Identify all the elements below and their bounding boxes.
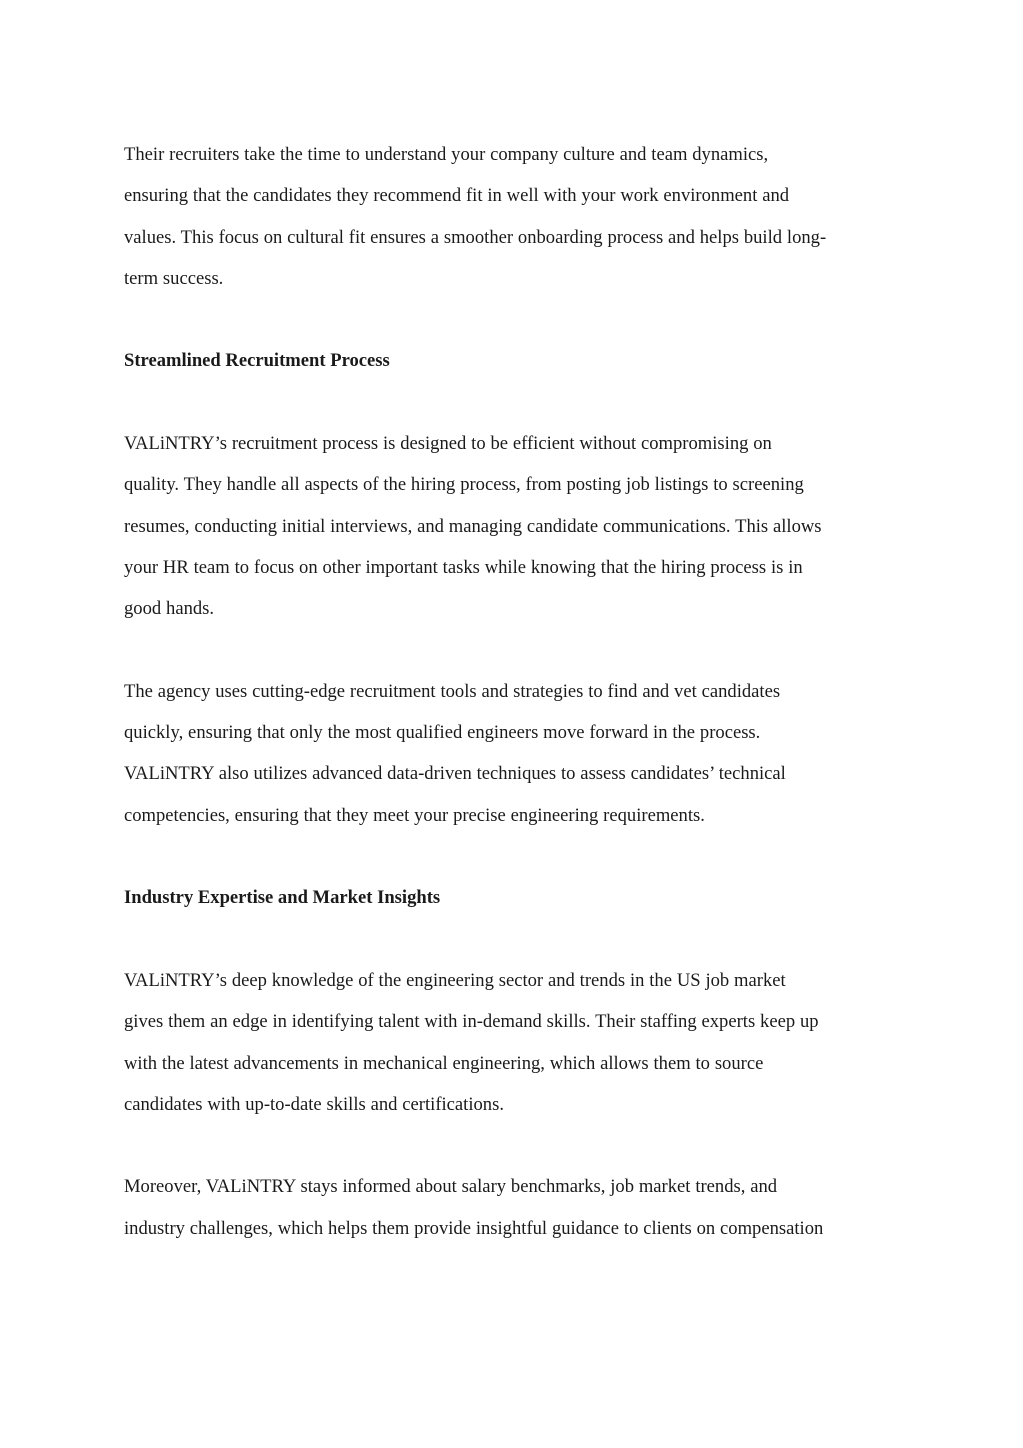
paragraph-market-insights [124,1166,899,1249]
paragraph-line: industry challenges, which helps them provide insightful guidance to clients on compensation [124,1217,824,1239]
paragraph-line: VALiNTRY’s recruitment process is designed to be efficient without compromising on [124,433,772,455]
paragraph-cultural-fit [124,134,899,299]
paragraph-line: Their recruiters take the time to understand your company culture and team dynamics, [124,144,769,165]
paragraph-line: resumes, conducting initial interviews, and managing candidate communications. This allows [124,515,822,537]
paragraph-line: candidates with up-to-date skills and certifications. [124,1093,504,1115]
paragraph-line: values. This focus on cultural fit ensures a smoother onboarding process and helps build long- [124,226,827,248]
paragraph-line: The agency uses cutting-edge recruitment tools and strategies to find and vet candidates [124,680,781,702]
paragraph-line: good hands. [124,598,215,620]
paragraph-line: quality. They handle all aspects of the hiring process, from posting job listings to screening [124,474,804,496]
paragraph-line: quickly, ensuring that only the most qualified engineers move forward in the process. [124,722,761,744]
paragraph-line: competencies, ensuring that they meet your precise engineering requirements. [124,804,705,826]
paragraph-line: ensuring that the candidates they recommend fit in well with your work environment and [124,185,790,207]
paragraph-line: VALiNTRY also utilizes advanced data-driven techniques to assess candidates’ technical [124,763,786,785]
paragraph-line: term success. [124,267,224,289]
section-heading-streamlined-recruitment: Streamlined Recruitment Process [124,350,390,372]
paragraph-line: with the latest advancements in mechanical engineering, which allows them to source [124,1052,764,1074]
paragraph-line: your HR team to focus on other important tasks while knowing that the hiring process is in [124,556,803,578]
paragraph-recruitment-tools [124,671,899,836]
paragraph-line: gives them an edge in identifying talent with in-demand skills. Their staffing experts keep up [124,1011,819,1033]
paragraph-line: VALiNTRY’s deep knowledge of the engineering sector and trends in the US job market [124,969,786,991]
document-body [124,134,899,1290]
paragraph-line: Moreover, VALiNTRY stays informed about salary benchmarks, job market trends, and [124,1176,778,1198]
paragraph-recruitment-process [124,423,899,629]
section-heading-industry-expertise: Industry Expertise and Market Insights [124,887,441,909]
paragraph-engineering-knowledge [124,960,899,1125]
